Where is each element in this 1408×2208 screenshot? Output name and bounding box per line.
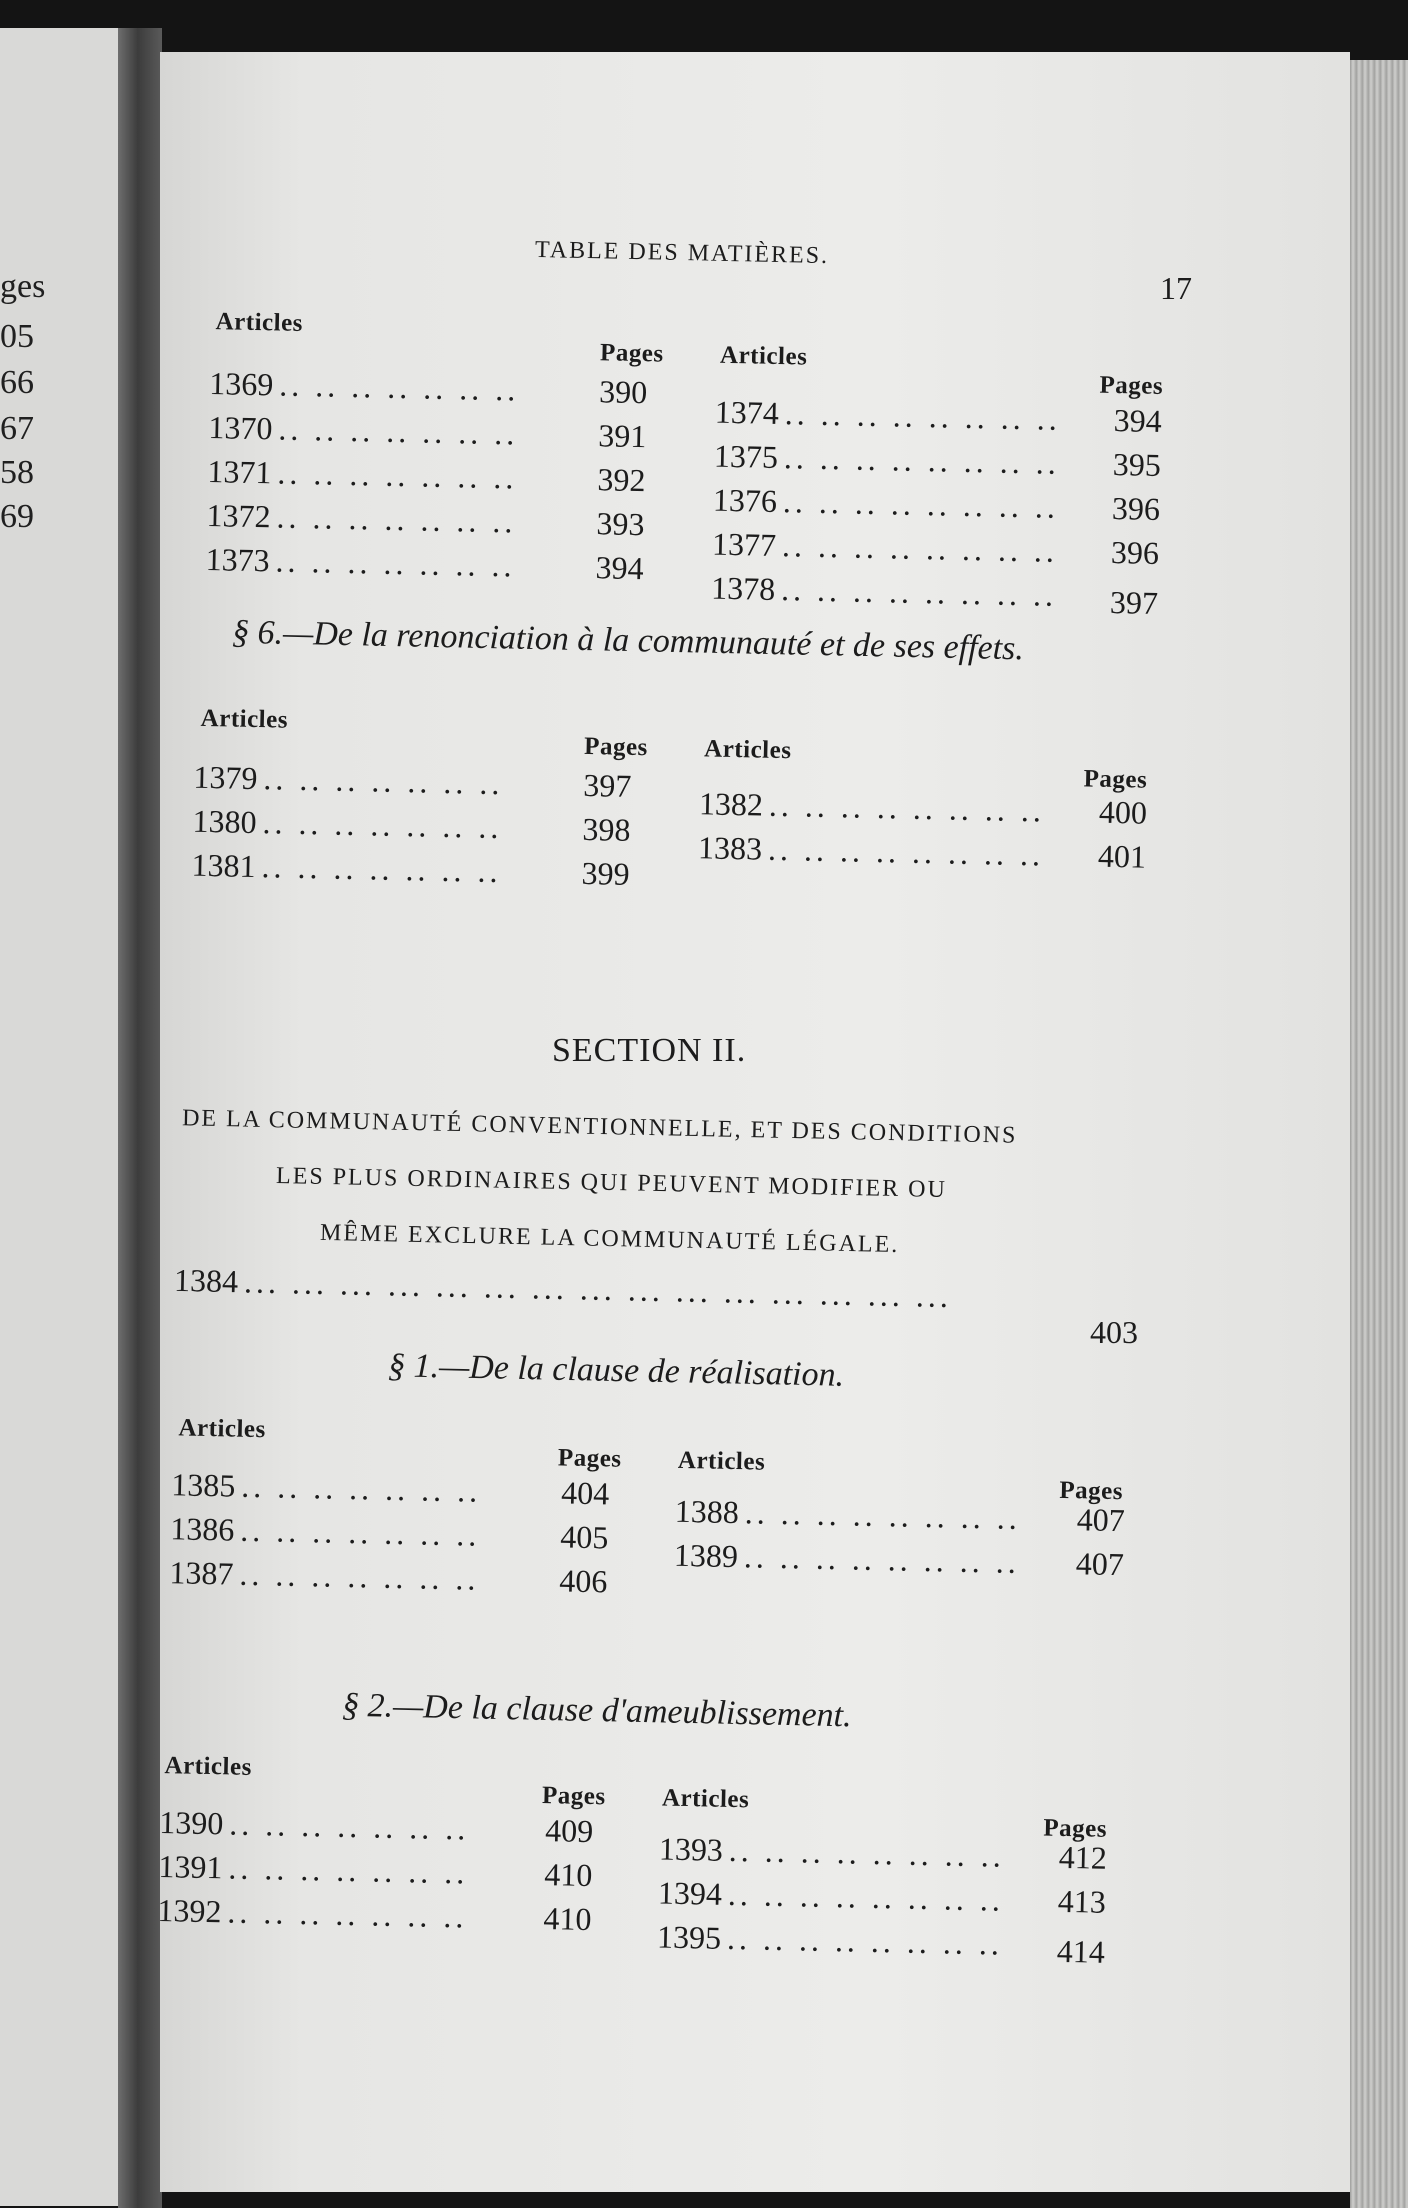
article-number: 1372 bbox=[206, 497, 271, 535]
pages-header: Pages bbox=[557, 1444, 622, 1473]
article-number: 1369 bbox=[208, 365, 274, 403]
pages-header: Pages bbox=[1043, 1814, 1108, 1843]
article-number: 1375 bbox=[713, 437, 779, 475]
page-ref: 399 bbox=[581, 854, 630, 892]
pages-header: Pages bbox=[1099, 371, 1164, 401]
page-ref: 407 bbox=[1075, 1545, 1125, 1583]
pages-header: Pages bbox=[541, 1782, 606, 1811]
article-number: 1391 bbox=[158, 1847, 223, 1886]
article-number: 1385 bbox=[170, 1466, 236, 1504]
toc-entry: 1395 .. .. .. .. .. .. .. .. bbox=[656, 1918, 1004, 1962]
article-number: 1384 bbox=[173, 1261, 239, 1300]
toc-entry: 1369 .. .. .. .. .. .. .. bbox=[208, 365, 520, 408]
toc-entry: 1382 .. .. .. .. .. .. .. .. bbox=[698, 785, 1046, 829]
page-ref: 406 bbox=[559, 1562, 608, 1600]
articles-header: Articles bbox=[164, 1752, 253, 1781]
article-number: 1380 bbox=[192, 802, 257, 841]
articles-header: Articles bbox=[215, 308, 304, 337]
section-subtitle-line: DE LA COMMUNAUTÉ CONVENTIONNELLE, ET DES CONDITIONS bbox=[181, 1105, 1018, 1149]
book-spine bbox=[118, 28, 162, 2208]
pages-header: Pages bbox=[583, 732, 649, 762]
toc-entry: 1387 .. .. .. .. .. .. .. bbox=[169, 1554, 480, 1597]
page-ref: 410 bbox=[543, 1900, 592, 1938]
page-ref: 413 bbox=[1057, 1882, 1107, 1920]
article-number: 1371 bbox=[207, 453, 272, 491]
article-number: 1394 bbox=[657, 1874, 723, 1912]
section-subtitle-line: MÊME EXCLURE LA COMMUNAUTÉ LÉGALE. bbox=[319, 1219, 900, 1259]
page-ref: 397 bbox=[583, 766, 632, 804]
toc-entry: 1370 .. .. .. .. .. .. .. bbox=[208, 409, 519, 452]
page-ref: 395 bbox=[1112, 445, 1162, 483]
left-page-text: 69 bbox=[0, 498, 34, 535]
toc-entry: 1374 .. .. .. .. .. .. .. .. bbox=[714, 393, 1062, 437]
toc-entry: 1391 .. .. .. .. .. .. .. bbox=[158, 1847, 469, 1891]
page-ref: 397 bbox=[1109, 583, 1159, 621]
page-ref: 403 bbox=[1090, 1314, 1138, 1350]
toc-entry: 1377 .. .. .. .. .. .. .. .. bbox=[711, 525, 1059, 569]
toc-entry: 1372 .. .. .. .. .. .. .. bbox=[206, 497, 517, 540]
left-page-text: 05 bbox=[0, 318, 34, 355]
page-ref: 400 bbox=[1098, 793, 1148, 831]
articles-header: Articles bbox=[178, 1414, 267, 1444]
article-number: 1388 bbox=[674, 1492, 740, 1531]
left-page-fragment bbox=[0, 28, 122, 2206]
pages-header: Pages bbox=[1083, 765, 1148, 794]
toc-entry: 1379 .. .. .. .. .. .. .. bbox=[193, 758, 504, 802]
article-number: 1393 bbox=[658, 1830, 724, 1868]
paragraph-6-title: § 6.—De la renonciation à la communauté et de ses effets. bbox=[231, 613, 1025, 668]
page-ref: 407 bbox=[1076, 1501, 1126, 1539]
page-ref: 396 bbox=[1111, 489, 1161, 527]
article-number: 1374 bbox=[714, 393, 780, 431]
article-number: 1392 bbox=[157, 1891, 222, 1930]
left-page-text: 58 bbox=[0, 454, 34, 491]
page-ref: 414 bbox=[1056, 1932, 1106, 1970]
page-ref: 393 bbox=[596, 505, 645, 543]
book-page bbox=[157, 52, 1350, 2192]
section-title: SECTION II. bbox=[552, 1032, 747, 1069]
article-number: 1378 bbox=[710, 569, 776, 607]
article-number: 1381 bbox=[191, 846, 257, 885]
article-number: 1382 bbox=[698, 785, 764, 823]
left-page-text: 66 bbox=[0, 364, 34, 401]
toc-entry: 1394 .. .. .. .. .. .. .. .. bbox=[657, 1874, 1005, 1918]
running-head: TABLE DES MATIÈRES. bbox=[534, 236, 830, 270]
articles-header: Articles bbox=[661, 1784, 750, 1814]
toc-entry: 1375 .. .. .. .. .. .. .. .. bbox=[713, 437, 1061, 481]
article-number: 1377 bbox=[711, 525, 777, 563]
toc-entry: 1373 .. .. .. .. .. .. .. bbox=[205, 541, 516, 584]
page-ref: 405 bbox=[559, 1518, 609, 1556]
toc-entry: 1386 .. .. .. .. .. .. .. bbox=[170, 1510, 481, 1553]
article-number: 1379 bbox=[193, 758, 258, 797]
article-number: 1370 bbox=[208, 409, 273, 447]
paragraph-2-title: § 2.—De la clause d'ameublissement. bbox=[341, 1686, 852, 1735]
articles-header: Articles bbox=[200, 704, 289, 734]
articles-header: Articles bbox=[703, 735, 792, 765]
page-ref: 412 bbox=[1058, 1838, 1108, 1876]
page-ref: 394 bbox=[595, 549, 644, 587]
article-number: 1386 bbox=[170, 1510, 235, 1548]
left-page-text: 67 bbox=[0, 410, 34, 447]
toc-entry: 1384 ... ... ... ... ... ... ... ... ... ... ... ... ... ... ... bbox=[173, 1261, 953, 1315]
toc-entry: 1371 .. .. .. .. .. .. .. bbox=[207, 453, 518, 496]
pages-header: Pages bbox=[1059, 1476, 1124, 1506]
toc-entry: 1393 .. .. .. .. .. .. .. .. bbox=[658, 1830, 1006, 1874]
toc-entry: 1390 .. .. .. .. .. .. .. bbox=[158, 1803, 470, 1847]
toc-entry: 1380 .. .. .. .. .. .. .. bbox=[192, 802, 503, 846]
page-ref: 401 bbox=[1097, 837, 1147, 875]
page-ref: 404 bbox=[560, 1474, 610, 1512]
pages-header: Pages bbox=[599, 339, 664, 368]
toc-entry: 1381 .. .. .. .. .. .. .. bbox=[191, 846, 502, 890]
page-ref: 409 bbox=[544, 1812, 594, 1850]
toc-entry: 1376 .. .. .. .. .. .. .. .. bbox=[712, 481, 1060, 525]
page-ref: 398 bbox=[582, 810, 631, 848]
articles-header: Articles bbox=[677, 1446, 766, 1476]
article-number: 1389 bbox=[673, 1536, 739, 1575]
toc-entry: 1378 .. .. .. .. .. .. .. .. bbox=[710, 569, 1058, 613]
toc-entry: 1383 .. .. .. .. .. .. .. .. bbox=[697, 829, 1045, 873]
page-content bbox=[157, 52, 1350, 2192]
page-ref: 391 bbox=[597, 417, 647, 455]
article-number: 1395 bbox=[656, 1918, 722, 1956]
section-subtitle-line: LES PLUS ORDINAIRES QUI PEUVENT MODIFIER OU bbox=[275, 1162, 948, 1204]
page-number: 17 bbox=[1160, 270, 1192, 306]
articles-header: Articles bbox=[719, 341, 808, 371]
article-number: 1390 bbox=[158, 1803, 224, 1842]
page-ref: 396 bbox=[1110, 533, 1160, 571]
page-ref: 410 bbox=[543, 1856, 593, 1894]
page-ref: 392 bbox=[597, 461, 646, 499]
toc-entry: 1385 .. .. .. .. .. .. .. bbox=[170, 1466, 482, 1509]
toc-entry: 1389 .. .. .. .. .. .. .. .. bbox=[673, 1536, 1021, 1581]
page-ref: 394 bbox=[1113, 401, 1163, 439]
article-number: 1387 bbox=[169, 1554, 234, 1592]
paragraph-1-title: § 1.—De la clause de réalisation. bbox=[387, 1347, 845, 1394]
page-ref: 390 bbox=[598, 373, 648, 411]
article-number: 1373 bbox=[205, 541, 271, 579]
article-number: 1383 bbox=[697, 829, 763, 867]
toc-entry: 1392 .. .. .. .. .. .. .. bbox=[157, 1891, 468, 1935]
left-page-text: ges bbox=[0, 268, 46, 305]
article-number: 1376 bbox=[712, 481, 778, 519]
toc-entry: 1388 .. .. .. .. .. .. .. .. bbox=[674, 1492, 1022, 1537]
